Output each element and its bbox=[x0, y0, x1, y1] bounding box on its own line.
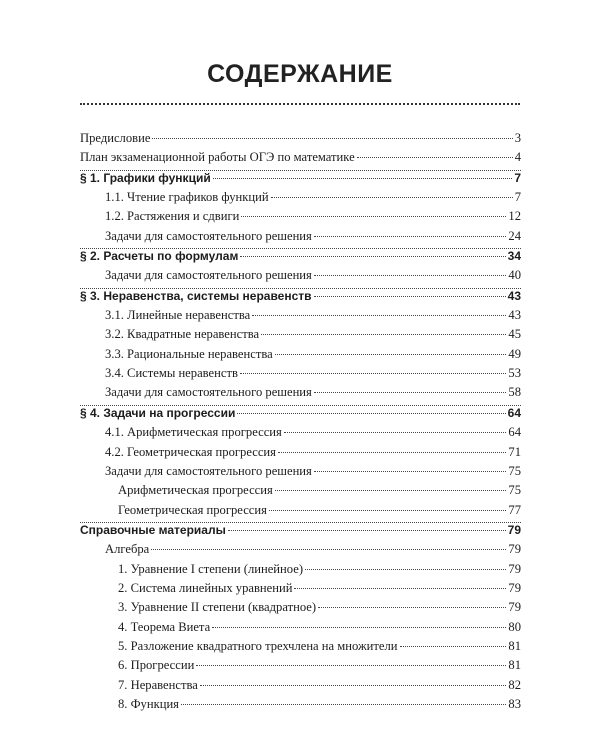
toc-entry-page-number: 79 bbox=[508, 542, 521, 557]
dot-leader bbox=[241, 216, 506, 217]
toc-entry bbox=[80, 150, 521, 169]
toc-entry-label: 1. Уравнение I степени (линейное) bbox=[118, 561, 304, 576]
toc-entry bbox=[80, 600, 521, 619]
toc-entry bbox=[80, 209, 521, 228]
toc-entry-page-number: 40 bbox=[508, 268, 521, 283]
toc-entry-label: § 3. Неравенства, системы неравенств bbox=[80, 288, 312, 303]
toc-entry bbox=[80, 268, 521, 287]
dot-leader bbox=[400, 646, 507, 647]
toc-entry bbox=[80, 483, 521, 502]
dot-leader bbox=[200, 685, 507, 686]
toc-entry bbox=[80, 503, 521, 522]
toc-entry-label: 1.1. Чтение графиков функций bbox=[105, 190, 269, 205]
toc-entry-label: § 4. Задачи на прогрессии bbox=[80, 405, 236, 420]
toc-entry bbox=[80, 347, 521, 366]
dot-leader bbox=[240, 373, 507, 374]
toc-entry-label: 5. Разложение квадратного трехчлена на множители bbox=[118, 638, 398, 653]
toc-entry bbox=[80, 697, 521, 716]
toc-entry-page-number: 81 bbox=[508, 658, 521, 673]
toc-entry-label: 3.3. Рациональные неравенства bbox=[105, 346, 273, 361]
toc-entry bbox=[80, 308, 521, 327]
toc-entry bbox=[80, 131, 521, 150]
toc-entry-page-number: 71 bbox=[508, 444, 521, 459]
toc-entry-page-number: 79 bbox=[507, 522, 521, 537]
toc-entry-label: 3.1. Линейные неравенства bbox=[105, 308, 251, 323]
dot-leader bbox=[212, 627, 506, 628]
toc-entry-page-number: 64 bbox=[508, 425, 521, 440]
title-divider bbox=[80, 103, 520, 105]
dot-leader bbox=[314, 296, 506, 297]
toc-entry-label: Арифметическая прогрессия bbox=[118, 483, 273, 498]
toc-entry-label: Задачи для самостоятельного решения bbox=[105, 268, 312, 283]
toc-entry-label: Геометрическая прогрессия bbox=[118, 502, 267, 517]
dot-leader bbox=[318, 607, 506, 608]
toc-entry-label: 3. Уравнение II степени (квадратное) bbox=[118, 600, 317, 615]
toc-entry-page-number: 79 bbox=[508, 600, 521, 615]
toc-entry-page-number: 7 bbox=[514, 190, 521, 205]
toc-entry bbox=[80, 464, 521, 483]
toc-entry-page-number: 43 bbox=[507, 288, 521, 303]
toc-entry-label: 3.4. Системы неравенств bbox=[105, 366, 238, 381]
dot-leader bbox=[181, 704, 506, 705]
toc-entry-page-number: 4 bbox=[514, 150, 521, 165]
dot-leader bbox=[196, 665, 506, 666]
toc-entry-label: 1.2. Растяжения и сдвиги bbox=[105, 209, 240, 224]
toc-entry-page-number: 43 bbox=[508, 308, 521, 323]
toc-entry-page-number: 81 bbox=[508, 638, 521, 653]
toc-entry bbox=[80, 229, 521, 248]
toc-entry-page-number: 80 bbox=[508, 619, 521, 634]
toc-entry-page-number: 83 bbox=[508, 696, 521, 711]
toc-entry bbox=[80, 445, 521, 464]
dot-leader bbox=[151, 549, 506, 550]
page-title: СОДЕРЖАНИЕ bbox=[207, 60, 393, 88]
toc-entry-label: 4. Теорема Виета bbox=[118, 619, 211, 634]
toc-entry-page-number: 77 bbox=[508, 502, 521, 517]
toc-entry bbox=[80, 562, 521, 581]
toc-entry bbox=[80, 523, 521, 542]
toc-entry bbox=[80, 249, 521, 268]
dot-leader bbox=[240, 256, 505, 257]
toc-entry-label: 4.2. Геометрическая прогрессия bbox=[105, 444, 276, 459]
toc-entry-page-number: 34 bbox=[507, 249, 521, 264]
toc-entry-label: 8. Функция bbox=[118, 696, 179, 711]
dot-leader bbox=[261, 334, 506, 335]
toc-entry-page-number: 75 bbox=[508, 483, 521, 498]
toc-entry-page-number: 24 bbox=[508, 228, 521, 243]
dot-leader bbox=[275, 354, 507, 355]
toc-entry-label: Задачи для самостоятельного решения bbox=[105, 385, 312, 400]
toc-entry bbox=[80, 171, 521, 190]
toc-entry bbox=[80, 366, 521, 385]
dot-leader bbox=[314, 392, 507, 393]
toc-entry bbox=[80, 658, 521, 677]
toc-entry bbox=[80, 385, 521, 404]
dot-leader bbox=[271, 197, 513, 198]
toc-entry-page-number: 45 bbox=[508, 327, 521, 342]
dot-leader bbox=[278, 452, 506, 453]
toc-entry bbox=[80, 406, 521, 425]
dot-leader bbox=[314, 471, 507, 472]
toc-entry-label: Задачи для самостоятельного решения bbox=[105, 228, 312, 243]
table-of-contents bbox=[80, 131, 521, 716]
toc-entry bbox=[80, 639, 521, 658]
toc-entry-page-number: 79 bbox=[508, 580, 521, 595]
toc-entry bbox=[80, 190, 521, 209]
toc-entry-page-number: 64 bbox=[507, 405, 521, 420]
dot-leader bbox=[357, 157, 513, 158]
toc-entry-label: 2. Система линейных уравнений bbox=[118, 580, 293, 595]
toc-entry-label: Справочные материалы bbox=[80, 522, 226, 537]
toc-entry bbox=[80, 581, 521, 600]
dot-leader bbox=[152, 138, 512, 139]
toc-entry-page-number: 49 bbox=[508, 346, 521, 361]
toc-entry bbox=[80, 542, 521, 561]
dot-leader bbox=[305, 569, 506, 570]
toc-entry-label: 7. Неравенства bbox=[118, 677, 198, 692]
toc-entry bbox=[80, 327, 521, 346]
toc-entry-label: Алгебра bbox=[105, 542, 150, 557]
toc-entry bbox=[80, 678, 521, 697]
toc-entry-label: Задачи для самостоятельного решения bbox=[105, 463, 312, 478]
dot-leader bbox=[269, 510, 506, 511]
toc-entry-label: § 1. Графики функций bbox=[80, 170, 211, 185]
toc-entry bbox=[80, 620, 521, 639]
toc-entry-page-number: 3 bbox=[514, 131, 521, 145]
toc-entry-label: Предисловие bbox=[80, 131, 151, 145]
dot-leader bbox=[284, 432, 507, 433]
toc-entry-page-number: 82 bbox=[508, 677, 521, 692]
toc-entry bbox=[80, 289, 521, 308]
dot-leader bbox=[237, 413, 505, 414]
toc-entry-label: 4.1. Арифметическая прогрессия bbox=[105, 425, 282, 440]
toc-entry-label: План экзаменационной работы ОГЭ по математике bbox=[80, 150, 355, 165]
dot-leader bbox=[294, 588, 506, 589]
toc-entry-label: 6. Прогрессии bbox=[118, 658, 195, 673]
dot-leader bbox=[314, 236, 507, 237]
dot-leader bbox=[314, 275, 507, 276]
dot-leader bbox=[275, 490, 507, 491]
toc-entry-page-number: 58 bbox=[508, 385, 521, 400]
toc-entry bbox=[80, 425, 521, 444]
toc-entry-label: § 2. Расчеты по формулам bbox=[80, 249, 239, 264]
dot-leader bbox=[213, 178, 513, 179]
toc-entry-page-number: 79 bbox=[508, 561, 521, 576]
toc-entry-label: 3.2. Квадратные неравенства bbox=[105, 327, 260, 342]
dot-leader bbox=[252, 315, 506, 316]
toc-entry-page-number: 7 bbox=[514, 170, 521, 185]
toc-entry-page-number: 53 bbox=[508, 366, 521, 381]
toc-entry-page-number: 75 bbox=[508, 463, 521, 478]
toc-entry-page-number: 12 bbox=[508, 209, 521, 224]
dot-leader bbox=[228, 530, 506, 531]
